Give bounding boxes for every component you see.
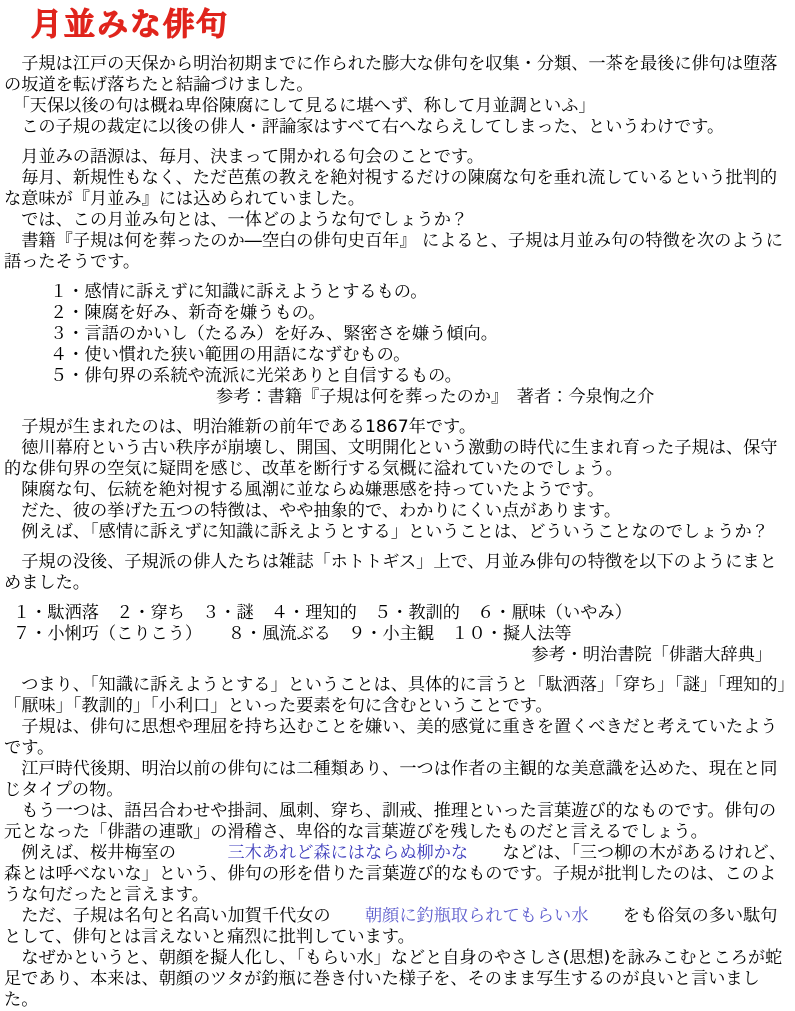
text-run: もう一つは、語呂合わせや掛詞、風刺、穿ち、訓戒、推理といった言葉遊び的なものです。俳句の元となった「俳諧の連歌」の滑稽さ、卑俗的な言葉遊びを残したものだと言えるでしょう。 xyxy=(4,801,777,842)
text-run: 毎月、新規性もなく、ただ芭蕉の教えを絶対視するだけの陳腐な句を垂れ流しているという批判的な意味が『月並み』には込められていました。 xyxy=(4,168,778,209)
article-body xyxy=(4,54,790,1011)
text-run: ２・陳腐を好み、新奇を嫌うもの。 xyxy=(50,303,326,323)
paragraph xyxy=(4,552,790,594)
paragraph xyxy=(4,948,790,1011)
paragraph xyxy=(4,717,790,759)
paragraph xyxy=(4,417,790,438)
paragraph xyxy=(4,801,790,843)
haiku-quote-asagao: 朝顔に釣瓶取られてもらい水 xyxy=(364,906,589,926)
paragraph xyxy=(4,501,790,522)
text-run: 徳川幕府という古い秩序が崩壊し、開国、文明開化という激動の時代に生まれ育った子規は、保守的な俳句界の空気に疑問を感じ、改革を断行する気概に溢れていたのでしょう。 xyxy=(4,438,778,479)
text-run: 参考：書籍『子規は何を葬ったのか』 著者：今泉恂之介 xyxy=(216,387,655,407)
page-title: 月並みな俳句 xyxy=(31,7,229,43)
paragraph xyxy=(4,117,790,138)
reference-note xyxy=(4,645,790,666)
list-line xyxy=(4,324,790,345)
text-run: だた、彼の挙げた五つの特徴は、やや抽象的で、わかりにくい点があります。 xyxy=(4,501,622,521)
text-run: 子規の没後、子規派の俳人たちは雑誌「ホトトギス」上で、月並み俳句の特徴を以下のようにまとめました。 xyxy=(4,552,777,593)
text-run: では、この月並み句とは、一体どのような句でしょうか？ xyxy=(4,210,469,230)
text-run: などは、「三つ柳の木があるけれど、森とは呼べないな」という、俳句の形を借りた言葉遊び的なものです。子規が批判したのは、このような句だったと言えます。 xyxy=(4,843,787,905)
text-run: ７・小悧巧（こりこう） ８・風流ぶる ９・小主観 １０・擬人法等 xyxy=(13,624,572,644)
paragraph xyxy=(4,759,790,801)
text-run: なぜかというと、朝顔を擬人化し、「もらい水」などと自身のやさしさ(思想)を詠みこむところが蛇足であり、本来は、朝顔のツタが釣瓶に巻き付いた様子を、そのまま写生するのが良いと言いました。 xyxy=(4,948,783,1010)
text-run: 書籍『子規は何を葬ったのか―空白の俳句史百年』 によると、子規は月並み句の特徴を次のように語ったそうです。 xyxy=(4,231,783,272)
paragraph xyxy=(4,147,790,168)
text-run: 参考・明治書院「俳諧大辞典」 xyxy=(531,645,772,665)
text-run: つまり、「知識に訴えようとする」ということは、具体的に言うと「駄洒落」「穿ち」「謎」「理知的」「厭味」「教訓的」「小利口」といった要素を句に含むということです。 xyxy=(4,675,787,716)
paragraph xyxy=(4,843,790,906)
text-run: １・駄洒落 ２・穿ち ３・謎 ４・理知的 ５・教訓的 ６・厭味（いやみ） xyxy=(13,603,632,623)
text-run: ５・俳句界の系統や流派に光栄ありと自信するもの。 xyxy=(50,366,462,386)
text-run: 例えば、桜井梅室の xyxy=(4,843,228,863)
text-run: 子規は、俳句に思想や理屈を持ち込むことを嫌い、美的感覚に重きを置くべきだと考えていたようです。 xyxy=(4,717,778,758)
text-run: 江戸時代後期、明治以前の俳句には二種類あり、一つは作者の主観的な美意識を込めた、現在と同じタイプの物。 xyxy=(4,759,778,800)
list-line xyxy=(4,366,790,387)
text-run: 陳腐な句、伝統を絶対視する風潮に並ならぬ嫌悪感を持っていたようです。 xyxy=(4,480,605,500)
text-run: 「天保以後の句は概ね卑俗陳腐にして見るに堪へず、称して月並調といふ」 xyxy=(4,96,596,116)
text-run: 月並みの語源は、毎月、決まって開かれる句会のことです。 xyxy=(4,147,484,167)
paragraph xyxy=(4,522,790,543)
paragraph xyxy=(4,96,790,117)
text-run: 子規は江戸の天保から明治初期までに作られた膨大な俳句を収集・分類、一茶を最後に俳句は堕落の坂道を転げ落ちたと結論づけました。 xyxy=(4,54,778,95)
paragraph xyxy=(4,480,790,501)
reference-note xyxy=(4,387,790,408)
list-line xyxy=(4,624,790,645)
list-line xyxy=(4,345,790,366)
paragraph xyxy=(4,210,790,231)
text-run: １・感情に訴えずに知識に訴えようとするもの。 xyxy=(50,282,428,302)
paragraph xyxy=(4,438,790,480)
paragraph xyxy=(4,168,790,210)
text-run: ４・使い慣れた狭い範囲の用語になずむもの。 xyxy=(50,345,411,365)
text-run: 子規が生まれたのは、明治維新の前年である1867年です。 xyxy=(4,417,477,437)
paragraph xyxy=(4,54,790,96)
haiku-quote-mitsuki: 三木あれど森にはならぬ柳かな xyxy=(227,843,469,863)
list-line xyxy=(4,603,790,624)
text-run: ただ、子規は名句と名高い加賀千代女の xyxy=(4,906,365,926)
paragraph xyxy=(4,231,790,273)
text-run: 例えば、「感情に訴えずに知識に訴えようとする」ということは、どういうことなのでしょうか？ xyxy=(4,522,769,542)
list-line xyxy=(4,282,790,303)
text-run: ３・言語のかいし（たるみ）を好み、緊密さを嫌う傾向。 xyxy=(50,324,498,344)
paragraph xyxy=(4,675,790,717)
text-run: をも俗気の多い駄句として、俳句とは言えないと痛烈に批判しています。 xyxy=(4,906,778,947)
text-run: この子規の裁定に以後の俳人・評論家はすべて右へならえしてしまった、というわけです。 xyxy=(4,117,725,137)
paragraph xyxy=(4,906,790,948)
list-line xyxy=(4,303,790,324)
